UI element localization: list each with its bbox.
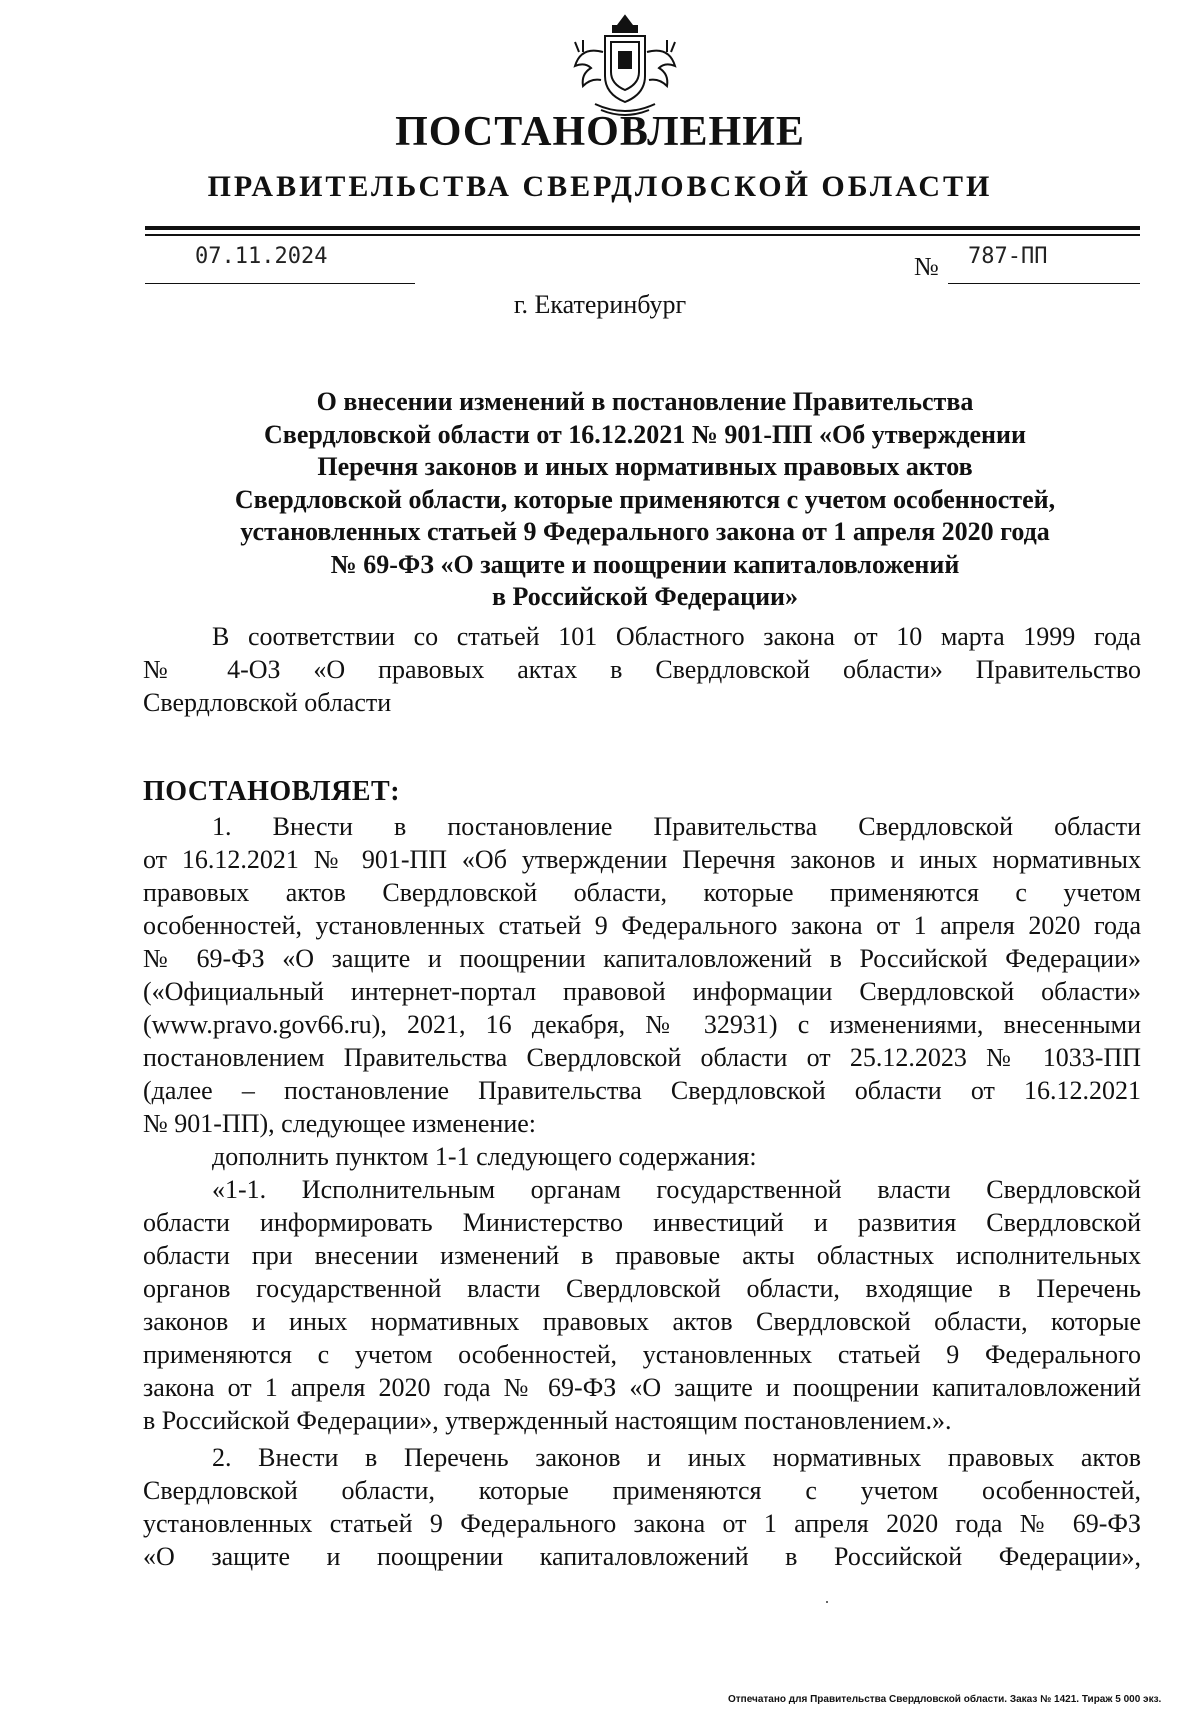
item1-line: (www.pravo.gov66.ru), 2021, 16 декабря, № 32931) с изменениями, внесенными <box>143 1010 1141 1039</box>
issuer-heading: ПРАВИТЕЛЬСТВА СВЕРДЛОВСКОЙ ОБЛАСТИ <box>207 170 993 203</box>
amendment-line: применяются с учетом особенностей, установленных статьей 9 Федерального <box>143 1340 1141 1369</box>
amendment-line: законов и иных нормативных правовых актов Свердловской области, которые <box>143 1307 1141 1336</box>
title-line: Свердловской области, которые применяются с учетом особенностей, <box>234 484 1056 514</box>
header-rule-thick <box>145 226 1140 230</box>
scan-speck <box>826 1601 828 1603</box>
item2-line: «О защите и поощрении капиталовложений в Российской Федерации», <box>143 1542 1141 1571</box>
amendment-line: «1-1. Исполнительным органам государственной власти Свердловской <box>212 1175 1141 1204</box>
resolves-heading: ПОСТАНОВЛЯЕТ: <box>143 776 401 807</box>
amendment-line: области при внесении изменений в правовые акты областных исполнительных <box>143 1241 1141 1270</box>
title-line: О внесении изменений в постановление Правительства <box>316 387 974 416</box>
item1-line: № 69-ФЗ «О защите и поощрении капиталовложений в Российской Федерации» <box>143 944 1141 973</box>
item1-line: 1. Внести в постановление Правительства Свердловской области <box>212 812 1141 841</box>
amendment-line: в Российской Федерации», утвержденный настоящим постановлением.». <box>143 1406 952 1435</box>
item2-line: 2. Внести в Перечень законов и иных нормативных правовых актов <box>212 1443 1141 1472</box>
item1-line: № 901-ПП), следующее изменение: <box>143 1109 536 1138</box>
document-number: 787-ПП <box>968 244 1048 269</box>
preamble-line: № 4-ОЗ «О правовых актах в Свердловской области» Правительство <box>143 655 1141 684</box>
item1-line: особенностей, установленных статьей 9 Федерального закона от 1 апреля 2020 года <box>143 911 1141 940</box>
title-line: № 69-ФЗ «О защите и поощрении капиталовложений <box>330 549 960 579</box>
title-line: Перечня законов и иных нормативных правовых актов <box>317 452 973 481</box>
document-title <box>150 386 1140 614</box>
date-underline <box>145 283 415 284</box>
number-underline <box>948 283 1140 284</box>
preamble-line: В соответствии со статьей 101 Областного закона от 10 марта 1999 года <box>212 622 1141 651</box>
print-footer: Отпечатано для Правительства Свердловской области. Заказ № 1421. Тираж 5 000 экз. <box>728 1694 1162 1705</box>
item1-line: (далее – постановление Правительства Свердловской области от 16.12.2021 <box>143 1076 1141 1105</box>
amendment-line: закона от 1 апреля 2020 года № 69-ФЗ «О защите и поощрении капиталовложений <box>143 1373 1141 1402</box>
title-line: установленных статьей 9 Федерального закона от 1 апреля 2020 года <box>240 517 1050 546</box>
item2-line: Свердловской области, которые применяются с учетом особенностей, <box>143 1476 1141 1505</box>
item1-line: правовых актов Свердловской области, которые применяются с учетом <box>143 878 1141 907</box>
document-type-heading: ПОСТАНОВЛЕНИЕ <box>395 109 805 155</box>
item1-line: от 16.12.2021 № 901-ПП «Об утверждении Перечня законов и иных нормативных <box>143 845 1141 874</box>
title-line: Свердловской области от 16.12.2021 № 901-ПП «Об утверждении <box>264 419 1026 449</box>
document-date: 07.11.2024 <box>195 244 328 269</box>
amendment-line: области информировать Министерство инвестиций и развития Свердловской <box>143 1208 1141 1237</box>
city-label: г. Екатеринбург <box>513 290 687 319</box>
item1-line: постановлением Правительства Свердловской области от 25.12.2023 № 1033-ПП <box>143 1043 1141 1072</box>
amendment-line: органов государственной власти Свердловской области, входящие в Перечень <box>143 1274 1141 1303</box>
number-sign: № <box>914 252 939 281</box>
item1-line: («Официальный интернет-портал правовой информации Свердловской области» <box>143 977 1141 1006</box>
preamble-line: Свердловской области <box>143 688 392 717</box>
title-line: в Российской Федерации» <box>491 582 799 611</box>
header-rule-thin <box>145 234 1140 236</box>
coat-of-arms-emblem <box>565 12 685 122</box>
amendment-intro: дополнить пунктом 1-1 следующего содержания: <box>212 1142 757 1171</box>
item2-line: установленных статьей 9 Федерального закона от 1 апреля 2020 года № 69-ФЗ <box>143 1509 1141 1538</box>
